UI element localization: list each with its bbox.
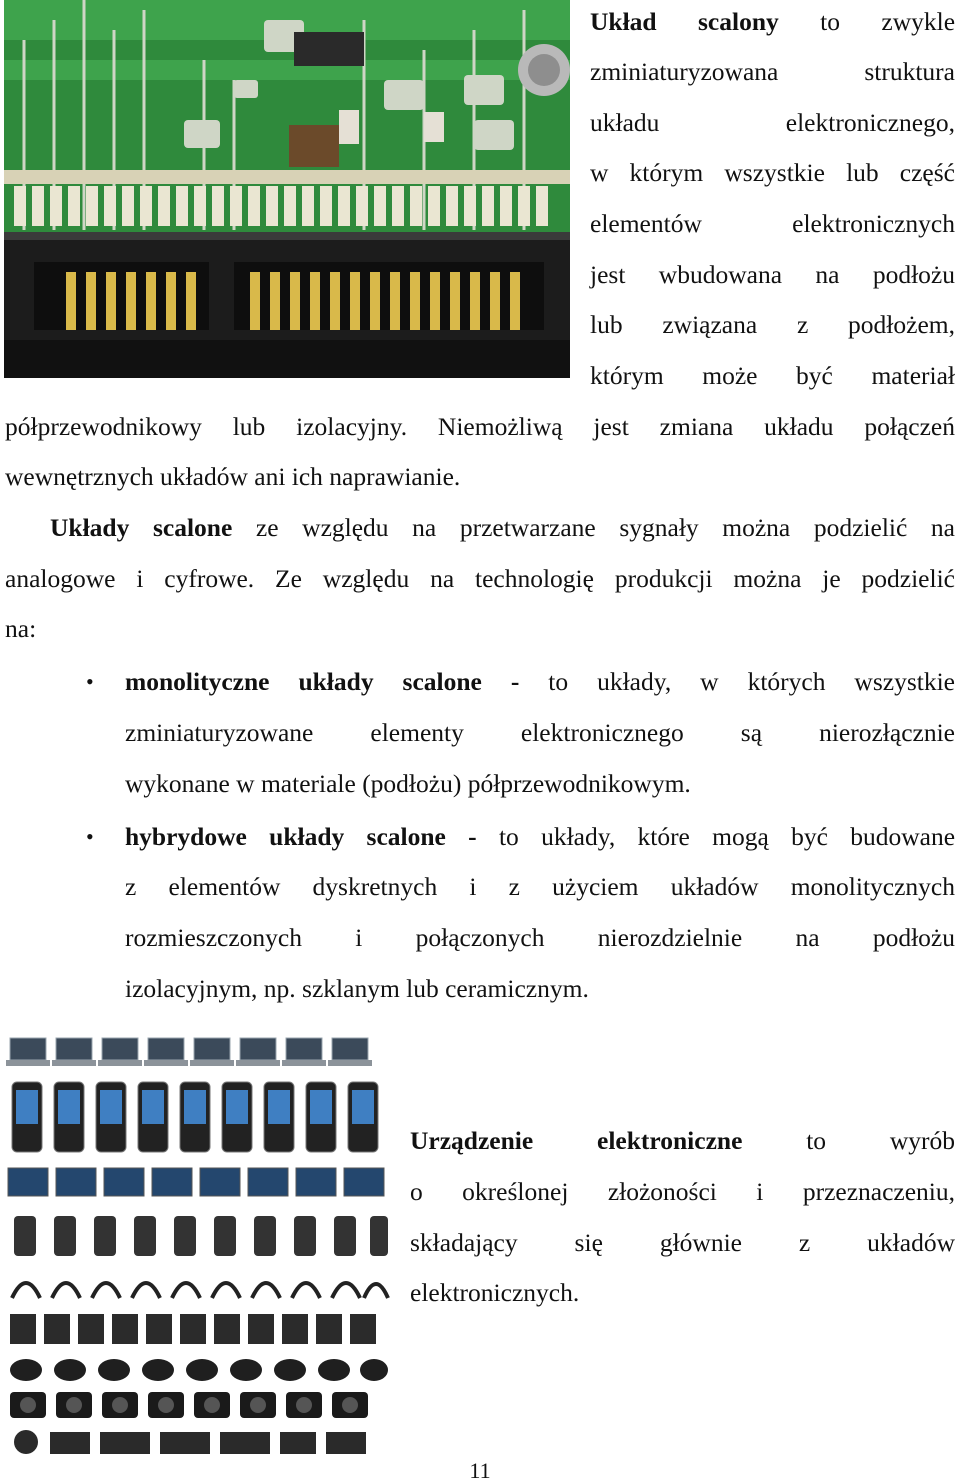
text-line: jest wbudowana na podłożu [590,260,955,289]
text-line: o określonej złożoności i przeznaczeniu, [410,1177,955,1206]
term-urzadzenie-elektroniczne: Urządzenie elektroniczne [410,1126,743,1155]
term-monolityczne: monolityczne układy scalone - [125,667,520,696]
text-line: układu elektronicznego, [590,108,955,137]
text-line: rozmieszczonych i połączonych nierozdzielnie na podłożu [125,923,955,952]
bullet-icon: • [86,824,94,849]
electronic-devices-collage [4,1030,392,1470]
text-line: składający się głównie z układów [410,1228,955,1257]
page-number: 11 [469,1458,491,1483]
pcb-connector-photo [4,0,570,378]
text-line: na: [5,614,37,643]
text-line: lub związana z podłożem, [590,310,955,339]
text-line: półprzewodnikowy lub izolacyjny. Niemożliwą jest zmiana układu połączeń [5,412,955,441]
text-line: wewnętrznych układów ani ich naprawianie. [5,462,461,491]
term-uklady-scalone: Układy scalone [50,513,233,542]
term-uklad-scalony: Układ scalony [590,7,779,36]
text-line: elektronicznych. [410,1278,580,1307]
bullet-icon: • [86,669,94,694]
text-line: którym może być materiał [590,361,955,390]
term-hybrydowe: hybrydowe układy scalone - [125,822,477,851]
text-line: zminiaturyzowana struktura [590,57,955,86]
text-line: elementów elektronicznych [590,209,955,238]
text-line: izolacyjnym, np. szklanym lub ceramicznym. [125,974,589,1003]
text-line: zminiaturyzowane elementy elektronicznego są nierozłącznie [125,718,955,747]
text-line: w którym wszystkie lub część [590,158,955,187]
text-line: wykonane w materiale (podłożu) półprzewodnikowym. [125,769,691,798]
text-line: z elementów dyskretnych i z użyciem układów monolitycznych [125,872,955,901]
text-line: analogowe i cyfrowe. Ze względu na technologię produkcji można je podzielić [5,564,955,593]
